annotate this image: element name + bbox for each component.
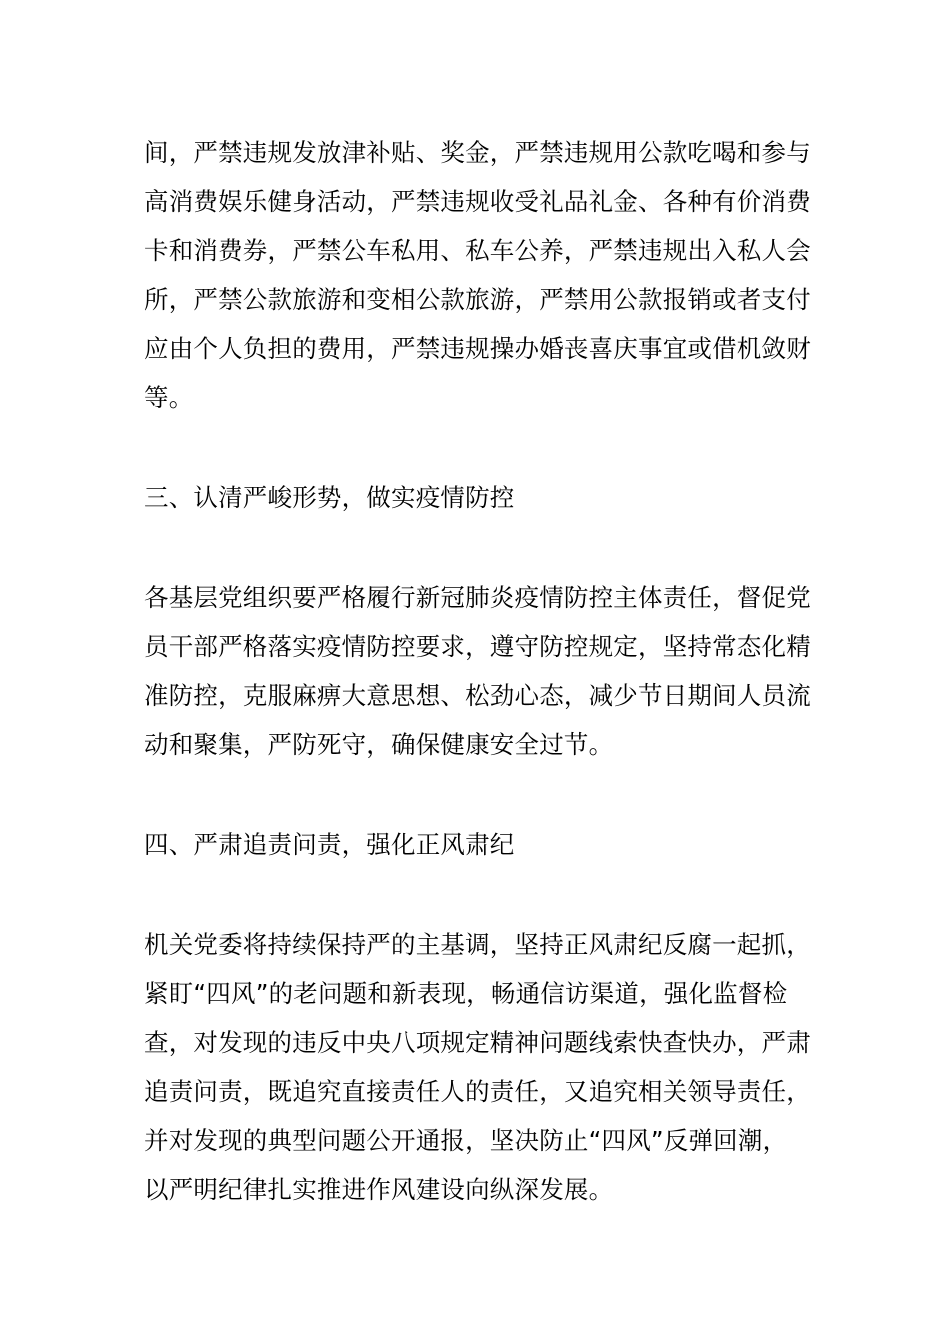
section-heading-3: 三、认清严峻形势，做实疫情防控 (144, 483, 515, 512)
text-line: 紧盯“四风”的老问题和新表现，畅通信访渠道，强化监督检 (144, 979, 788, 1008)
text-line: 动和聚集，严防死守，确保健康安全过节。 (144, 730, 614, 759)
text-line: 员干部严格落实疫情防控要求，遵守防控规定，坚持常态化精 (144, 632, 811, 661)
text-line: 高消费娱乐健身活动，严禁违规收受礼品礼金、各种有价消费 (144, 187, 811, 216)
text-line: 间，严禁违规发放津补贴、奖金，严禁违规用公款吃喝和参与 (144, 138, 811, 167)
text-line: 准防控，克服麻痹大意思想、松劲心态，减少节日期间人员流 (144, 681, 811, 710)
text-line: 查，对发现的违反中央八项规定精神问题线索快查快办，严肃 (144, 1028, 811, 1057)
paragraph-spacer (144, 422, 808, 473)
paragraph-spacer (144, 522, 808, 573)
section-heading-4: 四、严肃追责问责，强化正风肃纪 (144, 830, 515, 859)
text-line: 应由个人负担的费用，严禁违规操办婚丧喜庆事宜或借机敛财 (144, 334, 811, 363)
text-line: 机关党委将持续保持严的主基调，坚持正风肃纪反腐一起抓， (144, 930, 811, 959)
paragraph-spacer (144, 769, 808, 820)
text-line: 等。 (144, 383, 194, 412)
text-line: 追责问责，既追究直接责任人的责任，又追究相关领导责任， (144, 1077, 811, 1106)
paragraph-3 (144, 573, 811, 769)
text-line: 所，严禁公款旅游和变相公款旅游，严禁用公款报销或者支付 (144, 285, 811, 314)
text-line: 以严明纪律扎实推进作风建设向纵深发展。 (144, 1175, 614, 1204)
paragraph-spacer (144, 869, 808, 920)
text-line: 并对发现的典型问题公开通报，坚决防止“四风”反弹回潮， (144, 1126, 788, 1155)
text-line: 各基层党组织要严格履行新冠肺炎疫情防控主体责任，督促党 (144, 583, 811, 612)
document-body (144, 128, 811, 1214)
paragraph-2-continuation (144, 128, 811, 422)
paragraph-4 (144, 920, 811, 1214)
text-line: 卡和消费券，严禁公车私用、私车公养，严禁违规出入私人会 (144, 236, 811, 265)
